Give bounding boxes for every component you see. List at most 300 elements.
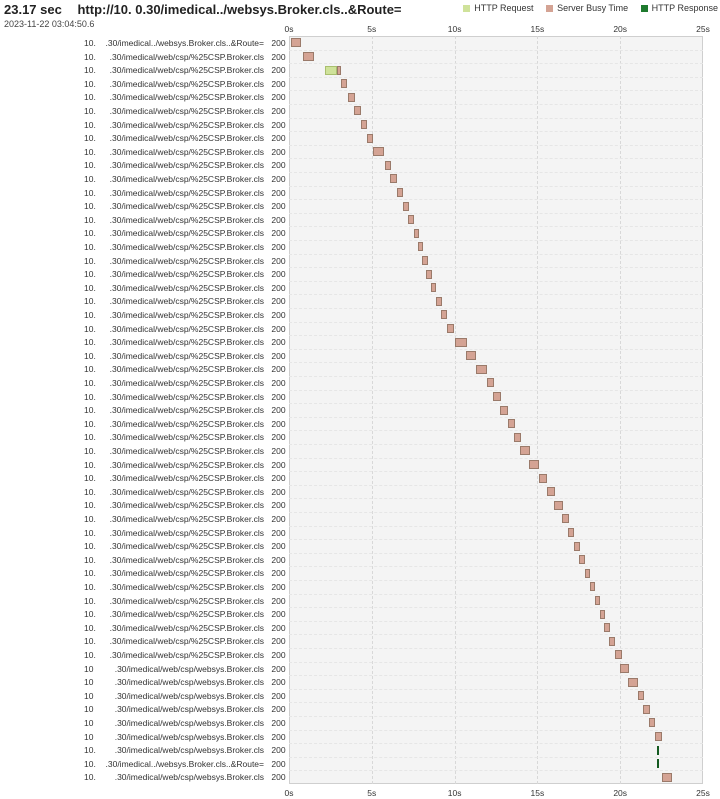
status-code: 200	[271, 731, 286, 742]
server-busy-bar[interactable]	[436, 297, 442, 306]
server-busy-bar[interactable]	[341, 79, 347, 88]
legend-label: HTTP Response	[651, 3, 718, 13]
row-divider	[289, 580, 703, 581]
request-url[interactable]: .30/imedical/web/csp/%25CSP.Broker.cls	[109, 405, 264, 416]
request-url[interactable]: .30/imedical/web/csp/websys.Broker.cls	[114, 718, 264, 728]
request-url[interactable]: .30/imedical/web/csp/%25CSP.Broker.cls	[109, 296, 264, 307]
request-row[interactable]	[0, 594, 720, 608]
request-host: 10	[84, 731, 94, 742]
request-row[interactable]	[0, 743, 720, 757]
request-row[interactable]	[0, 158, 720, 172]
request-url[interactable]: .30/imedical/web/csp/websys.Broker.cls	[114, 731, 264, 742]
server-busy-bar[interactable]	[441, 310, 447, 319]
status-code: 200	[271, 677, 286, 688]
request-url[interactable]: .30/imedical/web/csp/%25CSP.Broker.cls	[109, 568, 264, 579]
request-row[interactable]	[0, 50, 720, 64]
server-busy-bar[interactable]	[422, 256, 428, 265]
request-host: 10.	[84, 636, 96, 647]
server-busy-bar[interactable]	[367, 134, 373, 143]
response-bar[interactable]	[657, 759, 659, 768]
server-busy-bar[interactable]	[455, 338, 467, 347]
request-url[interactable]: .30/imedical/web/csp/%25CSP.Broker.cls	[109, 201, 264, 212]
request-bar[interactable]	[325, 66, 337, 75]
request-url[interactable]: .30/imedical/web/csp/%25CSP.Broker.cls	[109, 527, 264, 538]
row-divider	[289, 743, 703, 744]
status-code: 200	[271, 242, 286, 252]
row-divider	[289, 267, 703, 268]
request-row[interactable]	[0, 621, 720, 635]
request-host: 10.	[84, 514, 96, 524]
server-busy-bar[interactable]	[361, 120, 367, 129]
status-code: 200	[271, 568, 286, 579]
request-url[interactable]: .30/imedical/web/csp/%25CSP.Broker.cls	[109, 582, 264, 592]
server-busy-bar[interactable]	[403, 202, 409, 211]
request-url[interactable]: .30/imedical/web/csp/%25CSP.Broker.cls	[109, 554, 264, 565]
request-url[interactable]: .30/imedical/web/csp/%25CSP.Broker.cls	[109, 650, 264, 660]
status-code: 200	[271, 119, 286, 130]
request-host: 10.	[84, 242, 96, 252]
server-busy-bar[interactable]	[476, 365, 487, 374]
row-divider	[289, 362, 703, 363]
row-divider	[289, 158, 703, 159]
axis-tick-label: 5s	[367, 24, 377, 34]
request-row[interactable]	[0, 335, 720, 349]
request-row[interactable]	[0, 294, 720, 308]
server-busy-bar[interactable]	[547, 487, 555, 496]
row-divider	[289, 607, 703, 608]
request-url[interactable]: .30/imedical/web/csp/%25CSP.Broker.cls	[109, 51, 264, 62]
request-row[interactable]	[0, 770, 720, 784]
row-divider	[289, 145, 703, 146]
request-host: 10.	[84, 38, 96, 48]
status-code: 200	[271, 514, 286, 524]
axis-tick-label: 10s	[447, 24, 462, 34]
row-divider	[289, 308, 703, 309]
request-url[interactable]: .30/imedical/web/csp/%25CSP.Broker.cls	[109, 418, 264, 429]
server-busy-bar[interactable]	[554, 501, 563, 510]
request-host: 10.	[84, 133, 96, 144]
request-row[interactable]	[0, 403, 720, 417]
legend-label: HTTP Request	[474, 3, 534, 13]
request-url[interactable]: .30/imedical/web/csp/%25CSP.Broker.cls	[109, 337, 264, 348]
row-divider	[289, 213, 703, 214]
request-row[interactable]	[0, 730, 720, 744]
request-host: 10.	[84, 378, 96, 388]
request-url[interactable]: .30/imedical/web/csp/%25CSP.Broker.cls	[109, 609, 264, 620]
request-url[interactable]: .30/imedical/web/csp/%25CSP.Broker.cls	[109, 242, 264, 252]
request-row[interactable]	[0, 213, 720, 227]
request-host: 10.	[84, 500, 96, 511]
server-busy-bar[interactable]	[493, 392, 501, 401]
request-url[interactable]: .30/imedical../websys.Broker.cls..&Route=	[105, 38, 264, 48]
request-url[interactable]: .30/imedical/web/csp/%25CSP.Broker.cls	[109, 119, 264, 130]
request-row[interactable]	[0, 199, 720, 213]
status-code: 200	[271, 228, 286, 239]
status-code: 200	[271, 459, 286, 470]
server-busy-bar[interactable]	[291, 38, 302, 47]
request-host: 10.	[84, 418, 96, 429]
status-code: 200	[271, 214, 286, 225]
status-code: 200	[271, 160, 286, 171]
response-bar[interactable]	[657, 746, 659, 755]
request-url[interactable]: .30/imedical/web/csp/%25CSP.Broker.cls	[109, 500, 264, 511]
server-busy-bar[interactable]	[348, 93, 355, 102]
request-url[interactable]: .30/imedical/web/csp/%25CSP.Broker.cls	[109, 133, 264, 144]
request-row[interactable]	[0, 349, 720, 363]
request-row[interactable]	[0, 471, 720, 485]
request-url[interactable]: .30/imedical/web/csp/%25CSP.Broker.cls	[109, 595, 264, 606]
request-row[interactable]	[0, 322, 720, 336]
row-divider	[289, 675, 703, 676]
request-row[interactable]	[0, 267, 720, 281]
request-host: 10.	[84, 310, 96, 320]
server-busy-bar[interactable]	[638, 691, 645, 700]
status-code: 200	[271, 269, 286, 280]
request-host: 10.	[84, 745, 96, 756]
request-url[interactable]: .30/imedical/web/csp/%25CSP.Broker.cls	[109, 255, 264, 266]
row-divider	[289, 322, 703, 323]
request-row[interactable]	[0, 512, 720, 526]
axis-tick-label: 20s	[613, 24, 628, 34]
server-busy-bar[interactable]	[574, 542, 580, 551]
request-host: 10.	[84, 446, 96, 456]
row-divider	[289, 90, 703, 91]
status-code: 200	[271, 418, 286, 429]
status-code: 200	[271, 296, 286, 307]
request-url[interactable]: .30/imedical/web/csp/%25CSP.Broker.cls	[109, 350, 264, 361]
row-divider	[289, 566, 703, 567]
request-row[interactable]	[0, 417, 720, 431]
server-busy-bar[interactable]	[655, 732, 662, 741]
status-code: 200	[271, 174, 286, 184]
status-code: 200	[271, 187, 286, 198]
server-busy-bar[interactable]	[414, 229, 419, 238]
request-url[interactable]: .30/imedical/web/csp/%25CSP.Broker.cls	[109, 622, 264, 633]
request-url[interactable]: .30/imedical/web/csp/%25CSP.Broker.cls	[109, 378, 264, 388]
server-busy-bar[interactable]	[590, 582, 596, 591]
request-row[interactable]	[0, 607, 720, 621]
request-row[interactable]	[0, 458, 720, 472]
page-url: http://10. 0.30/imedical../websys.Broker.cls..&Route=	[77, 2, 402, 17]
request-row[interactable]	[0, 662, 720, 676]
request-row[interactable]	[0, 63, 720, 77]
request-host: 10.	[84, 595, 96, 606]
request-host: 10.	[84, 473, 96, 484]
request-host: 10.	[84, 337, 96, 348]
server-busy-bar[interactable]	[609, 637, 615, 646]
request-row[interactable]	[0, 539, 720, 553]
server-busy-bar[interactable]	[447, 324, 454, 333]
server-busy-bar[interactable]	[373, 147, 385, 156]
request-host: 10.	[84, 527, 96, 538]
request-host: 10.	[84, 486, 96, 497]
row-divider	[289, 281, 703, 282]
status-code: 200	[271, 364, 286, 375]
status-code: 200	[271, 650, 286, 660]
request-url[interactable]: .30/imedical/web/csp/%25CSP.Broker.cls	[109, 473, 264, 484]
status-code: 200	[271, 500, 286, 511]
request-row[interactable]	[0, 281, 720, 295]
request-row[interactable]	[0, 118, 720, 132]
status-code: 200	[271, 282, 286, 293]
row-divider	[289, 186, 703, 187]
status-code: 200	[271, 146, 286, 157]
request-row[interactable]	[0, 240, 720, 254]
request-url[interactable]: .30/imedical/web/csp/%25CSP.Broker.cls	[109, 65, 264, 76]
server-busy-bar[interactable]	[595, 596, 601, 605]
request-host: 10.	[84, 432, 96, 443]
server-busy-bar[interactable]	[303, 52, 314, 61]
request-url[interactable]: .30/imedical/web/csp/%25CSP.Broker.cls	[109, 364, 264, 375]
server-busy-bar[interactable]	[579, 555, 586, 564]
status-code: 200	[271, 582, 286, 592]
server-busy-bar[interactable]	[426, 270, 432, 279]
request-row[interactable]	[0, 131, 720, 145]
status-code: 200	[271, 323, 286, 334]
status-code: 200	[271, 486, 286, 497]
request-url[interactable]: .30/imedical/web/csp/%25CSP.Broker.cls	[109, 636, 264, 647]
request-url[interactable]: .30/imedical/web/csp/%25CSP.Broker.cls	[109, 459, 264, 470]
server-busy-bar[interactable]	[431, 283, 436, 292]
row-divider	[289, 349, 703, 350]
server-busy-bar[interactable]	[487, 378, 494, 387]
request-url[interactable]: .30/imedical/web/csp/%25CSP.Broker.cls	[109, 187, 264, 198]
row-divider	[289, 118, 703, 119]
request-url[interactable]: .30/imedical/web/csp/%25CSP.Broker.cls	[109, 78, 264, 89]
status-code: 200	[271, 350, 286, 361]
request-row[interactable]	[0, 526, 720, 540]
server-busy-bar[interactable]	[337, 66, 341, 75]
row-divider	[289, 444, 703, 445]
request-url[interactable]: .30/imedical../websys.Broker.cls..&Route=	[105, 758, 264, 769]
request-host: 10.	[84, 282, 96, 293]
row-divider	[289, 553, 703, 554]
server-busy-bar[interactable]	[649, 718, 655, 727]
row-divider	[289, 621, 703, 622]
status-code: 200	[271, 78, 286, 89]
axis-tick-label: 15s	[530, 788, 545, 798]
row-divider	[289, 648, 703, 649]
status-code: 200	[271, 378, 286, 388]
request-url[interactable]: .30/imedical/web/csp/%25CSP.Broker.cls	[109, 228, 264, 239]
request-host: 10.	[84, 364, 96, 375]
request-url[interactable]: .30/imedical/web/csp/websys.Broker.cls	[114, 704, 264, 715]
row-divider	[289, 240, 703, 241]
request-row[interactable]	[0, 689, 720, 703]
request-host: 10.	[84, 758, 96, 769]
request-row[interactable]	[0, 498, 720, 512]
status-code: 200	[271, 38, 286, 48]
request-host: 10.	[84, 568, 96, 579]
request-row[interactable]	[0, 390, 720, 404]
status-code: 200	[271, 65, 286, 76]
row-divider	[289, 689, 703, 690]
server-busy-bar[interactable]	[418, 242, 423, 251]
row-divider	[289, 403, 703, 404]
request-url[interactable]: .30/imedical/web/csp/%25CSP.Broker.cls	[109, 432, 264, 443]
row-divider	[289, 294, 703, 295]
request-row[interactable]	[0, 553, 720, 567]
status-code: 200	[271, 432, 286, 443]
request-host: 10.	[84, 255, 96, 266]
request-row[interactable]	[0, 444, 720, 458]
status-code: 200	[271, 310, 286, 320]
status-code: 200	[271, 690, 286, 701]
row-divider	[289, 594, 703, 595]
server-busy-bar[interactable]	[500, 406, 507, 415]
request-url[interactable]: .30/imedical/web/csp/%25CSP.Broker.cls	[109, 446, 264, 456]
axis-tick-label: 25s	[696, 788, 710, 798]
request-row[interactable]	[0, 77, 720, 91]
request-host: 10.	[84, 51, 96, 62]
server-busy-bar[interactable]	[585, 569, 591, 578]
request-host: 10	[84, 663, 94, 674]
request-row[interactable]	[0, 675, 720, 689]
request-row[interactable]	[0, 308, 720, 322]
status-code: 200	[271, 92, 286, 103]
request-host: 10.	[84, 92, 96, 103]
server-busy-bar[interactable]	[390, 174, 397, 183]
axis-tick-label: 10s	[447, 788, 462, 798]
request-row[interactable]	[0, 226, 720, 240]
row-divider	[289, 226, 703, 227]
request-host: 10.	[84, 228, 96, 239]
request-host: 10.	[84, 214, 96, 225]
request-host: 10.	[84, 323, 96, 334]
request-host: 10.	[84, 772, 96, 783]
row-divider	[289, 417, 703, 418]
request-url[interactable]: .30/imedical/web/csp/%25CSP.Broker.cls	[109, 541, 264, 552]
axis-tick-label: 5s	[367, 788, 377, 798]
row-divider	[289, 390, 703, 391]
server-busy-bar[interactable]	[568, 528, 574, 537]
request-row[interactable]	[0, 145, 720, 159]
server-busy-bar[interactable]	[466, 351, 476, 360]
request-url[interactable]: .30/imedical/web/csp/%25CSP.Broker.cls	[109, 514, 264, 524]
server-busy-bar[interactable]	[354, 106, 361, 115]
server-busy-bar[interactable]	[615, 650, 622, 659]
status-code: 200	[271, 595, 286, 606]
row-divider	[289, 539, 703, 540]
request-row[interactable]	[0, 362, 720, 376]
request-host: 10.	[84, 269, 96, 280]
request-url[interactable]: .30/imedical/web/csp/%25CSP.Broker.cls	[109, 146, 264, 157]
row-divider	[289, 376, 703, 377]
server-busy-bar[interactable]	[620, 664, 629, 673]
server-busy-bar[interactable]	[604, 623, 610, 632]
server-busy-bar[interactable]	[397, 188, 404, 197]
request-host: 10.	[84, 174, 96, 184]
request-row[interactable]	[0, 485, 720, 499]
status-code: 200	[271, 201, 286, 212]
request-row[interactable]	[0, 186, 720, 200]
row-divider	[289, 634, 703, 635]
server-busy-bar[interactable]	[520, 446, 530, 455]
row-divider	[289, 702, 703, 703]
server-busy-bar[interactable]	[643, 705, 650, 714]
server-busy-bar[interactable]	[539, 474, 547, 483]
request-row[interactable]	[0, 430, 720, 444]
request-url[interactable]: .30/imedical/web/csp/%25CSP.Broker.cls	[109, 282, 264, 293]
request-host: 10.	[84, 119, 96, 130]
request-host: 10.	[84, 65, 96, 76]
axis-tick-label: 15s	[530, 24, 545, 34]
request-url[interactable]: .30/imedical/web/csp/%25CSP.Broker.cls	[109, 323, 264, 334]
row-divider	[289, 770, 703, 771]
request-host: 10.	[84, 391, 96, 402]
server-busy-bar[interactable]	[514, 433, 521, 442]
request-row[interactable]	[0, 36, 720, 50]
server-busy-bar[interactable]	[385, 161, 391, 170]
row-divider	[289, 471, 703, 472]
request-host: 10.	[84, 459, 96, 470]
request-row[interactable]	[0, 172, 720, 186]
server-busy-bar[interactable]	[628, 678, 638, 687]
request-url[interactable]: .30/imedical/web/csp/%25CSP.Broker.cls	[109, 160, 264, 171]
request-url[interactable]: .30/imedical/web/csp/%25CSP.Broker.cls	[109, 310, 264, 320]
request-row[interactable]	[0, 376, 720, 390]
server-busy-bar[interactable]	[562, 514, 569, 523]
request-host: 10.	[84, 160, 96, 171]
server-busy-bar[interactable]	[408, 215, 414, 224]
server-busy-bar[interactable]	[600, 610, 606, 619]
request-url[interactable]: .30/imedical/web/csp/websys.Broker.cls	[114, 677, 264, 688]
request-host: 10.	[84, 554, 96, 565]
request-url[interactable]: .30/imedical/web/csp/%25CSP.Broker.cls	[109, 391, 264, 402]
row-divider	[289, 104, 703, 105]
request-host: 10.	[84, 405, 96, 416]
request-host: 10.	[84, 201, 96, 212]
server-busy-bar[interactable]	[529, 460, 539, 469]
request-row[interactable]	[0, 90, 720, 104]
request-url[interactable]: .30/imedical/web/csp/%25CSP.Broker.cls	[109, 92, 264, 103]
request-row[interactable]	[0, 757, 720, 771]
request-row[interactable]	[0, 648, 720, 662]
request-row[interactable]	[0, 254, 720, 268]
request-url[interactable]: .30/imedical/web/csp/websys.Broker.cls	[114, 772, 264, 783]
request-url[interactable]: .30/imedical/web/csp/%25CSP.Broker.cls	[109, 174, 264, 184]
status-code: 200	[271, 704, 286, 715]
request-url[interactable]: .30/imedical/web/csp/%25CSP.Broker.cls	[109, 106, 264, 116]
request-url[interactable]: .30/imedical/web/csp/%25CSP.Broker.cls	[109, 269, 264, 280]
request-url[interactable]: .30/imedical/web/csp/websys.Broker.cls	[114, 690, 264, 701]
request-url[interactable]: .30/imedical/web/csp/websys.Broker.cls	[114, 745, 264, 756]
row-divider	[289, 254, 703, 255]
status-code: 200	[271, 745, 286, 756]
row-divider	[289, 730, 703, 731]
request-host: 10.	[84, 146, 96, 157]
request-row[interactable]	[0, 566, 720, 580]
status-code: 200	[271, 473, 286, 484]
request-host: 10	[84, 677, 94, 688]
request-url[interactable]: .30/imedical/web/csp/websys.Broker.cls	[114, 663, 264, 674]
request-row[interactable]	[0, 580, 720, 594]
request-url[interactable]: .30/imedical/web/csp/%25CSP.Broker.cls	[109, 486, 264, 497]
row-divider	[289, 199, 703, 200]
server-busy-bar[interactable]	[662, 773, 672, 782]
server-busy-bar[interactable]	[508, 419, 515, 428]
request-row[interactable]	[0, 702, 720, 716]
row-divider	[289, 172, 703, 173]
status-code: 200	[271, 405, 286, 416]
total-duration: 23.17 sec	[4, 2, 62, 17]
request-url[interactable]: .30/imedical/web/csp/%25CSP.Broker.cls	[109, 214, 264, 225]
row-divider	[289, 757, 703, 758]
status-code: 200	[271, 106, 286, 116]
row-divider	[289, 430, 703, 431]
request-row[interactable]	[0, 716, 720, 730]
row-divider	[289, 662, 703, 663]
